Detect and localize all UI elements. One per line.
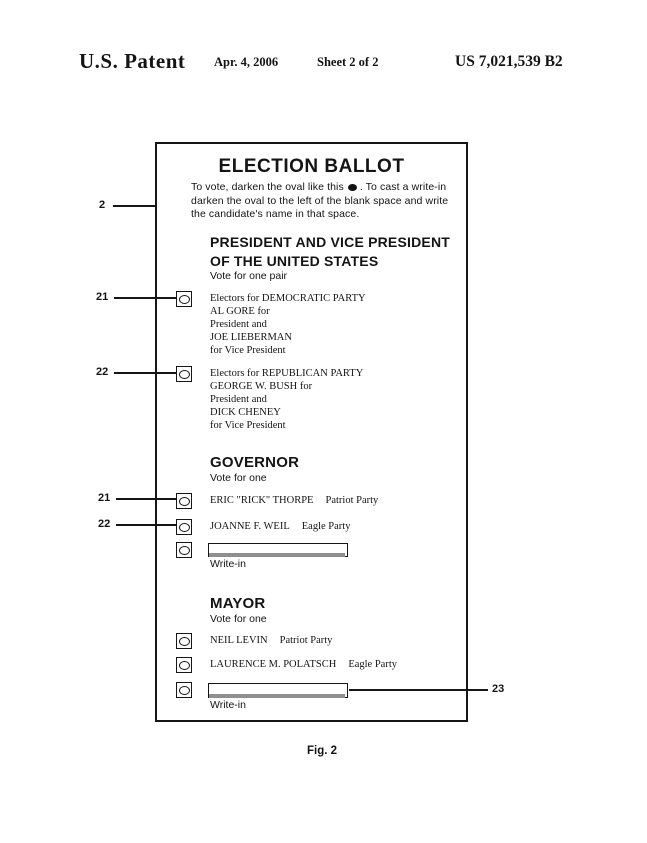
candidate-line: DICK CHENEY [210,407,281,418]
candidate-party: Eagle Party [301,521,351,532]
president-section-heading [210,233,450,271]
president-heading-line1: PRESIDENT AND VICE PRESIDENT [210,234,451,250]
candidate-name: ERIC "RICK" THORPE [210,495,314,506]
oval-target-icon-governor-weil [176,519,192,535]
patent-number: US 7,021,539 B2 [455,53,563,70]
candidate-line: Electors for DEMOCRATIC PARTY [210,293,366,304]
oval-glyph [179,661,190,670]
oval-target-icon-mayor-levin [176,633,192,649]
candidate-line: for Vice President [210,420,286,431]
ref-numeral-ballot: 2 [99,199,106,211]
oval-glyph [179,497,190,506]
ballot-title: ELECTION BALLOT [218,156,405,177]
candidate-party: Eagle Party [348,659,398,670]
oval-glyph [179,370,190,379]
instructions-text-before: To vote, darken the oval like this [191,181,344,193]
patent-date: Apr. 4, 2006 [214,55,279,69]
governor-heading: GOVERNOR [210,454,300,471]
leader-line-governor-first [116,498,177,500]
candidate-line: GEORGE W. BUSH for [210,381,313,392]
candidate-name: LAURENCE M. POLATSCH [210,659,337,670]
oval-glyph [179,295,190,304]
candidate-line: President and [210,394,267,405]
candidate-line: JOE LIEBERMAN [210,332,292,343]
oval-target-icon-mayor-polatsch [176,657,192,673]
filled-oval-icon [348,184,357,191]
leader-line-mayor-write-in [349,689,488,691]
leader-line-president-democratic [114,297,177,299]
oval-target-icon-president-democratic [176,291,192,307]
ref-numeral-mayor-write-in: 23 [492,683,505,695]
mayor-heading: MAYOR [210,595,266,612]
candidate-party: Patriot Party [279,635,333,646]
figure-label: Fig. 2 [307,745,338,757]
mayor-write-in-label: Write-in [210,699,246,711]
president-heading-line2: OF THE UNITED STATES [210,253,379,269]
mayor-subheading: Vote for one [210,613,267,625]
leader-line-ballot [113,205,156,207]
instructions-text-after: . To cast a write-in darken the oval to the left of the blank space and write the candidate's name in that space. [191,181,449,220]
governor-subheading: Vote for one [210,472,267,484]
patent-title: U.S. Patent [79,49,186,73]
governor-write-in-label: Write-in [210,558,246,570]
mayor-write-in-box [208,683,348,698]
oval-target-icon-mayor-write-in [176,682,192,698]
candidate-block-democratic [210,292,366,357]
candidate-row-governor-thorpe [210,495,378,506]
oval-target-icon-governor-write-in [176,542,192,558]
leader-line-president-republican [114,372,177,374]
governor-write-in-box [208,543,348,557]
candidate-line: President and [210,319,267,330]
candidate-line: Electors for REPUBLICAN PARTY [210,368,364,379]
oval-glyph [179,637,190,646]
candidate-line: for Vice President [210,345,286,356]
candidate-block-republican [210,367,363,432]
oval-glyph [179,523,190,532]
candidate-row-governor-weil [210,521,350,532]
candidate-row-mayor-polatsch [210,659,397,670]
oval-target-icon-governor-thorpe [176,493,192,509]
candidate-name: JOANNE F. WEIL [210,521,290,532]
ref-numeral-president-democratic: 21 [96,291,109,303]
ref-numeral-governor-second: 22 [98,518,111,530]
president-subheading: Vote for one pair [210,270,288,282]
candidate-name: NEIL LEVIN [210,635,268,646]
ref-numeral-president-republican: 22 [96,366,109,378]
oval-target-icon-president-republican [176,366,192,382]
oval-glyph [179,686,190,695]
oval-glyph [179,546,190,555]
candidate-line: AL GORE for [210,306,270,317]
ballot-instructions [191,181,463,222]
candidate-row-mayor-levin [210,635,332,646]
ref-numeral-governor-first: 21 [98,492,111,504]
leader-line-governor-second [116,524,177,526]
sheet-number: Sheet 2 of 2 [317,55,379,69]
candidate-party: Patriot Party [325,495,379,506]
